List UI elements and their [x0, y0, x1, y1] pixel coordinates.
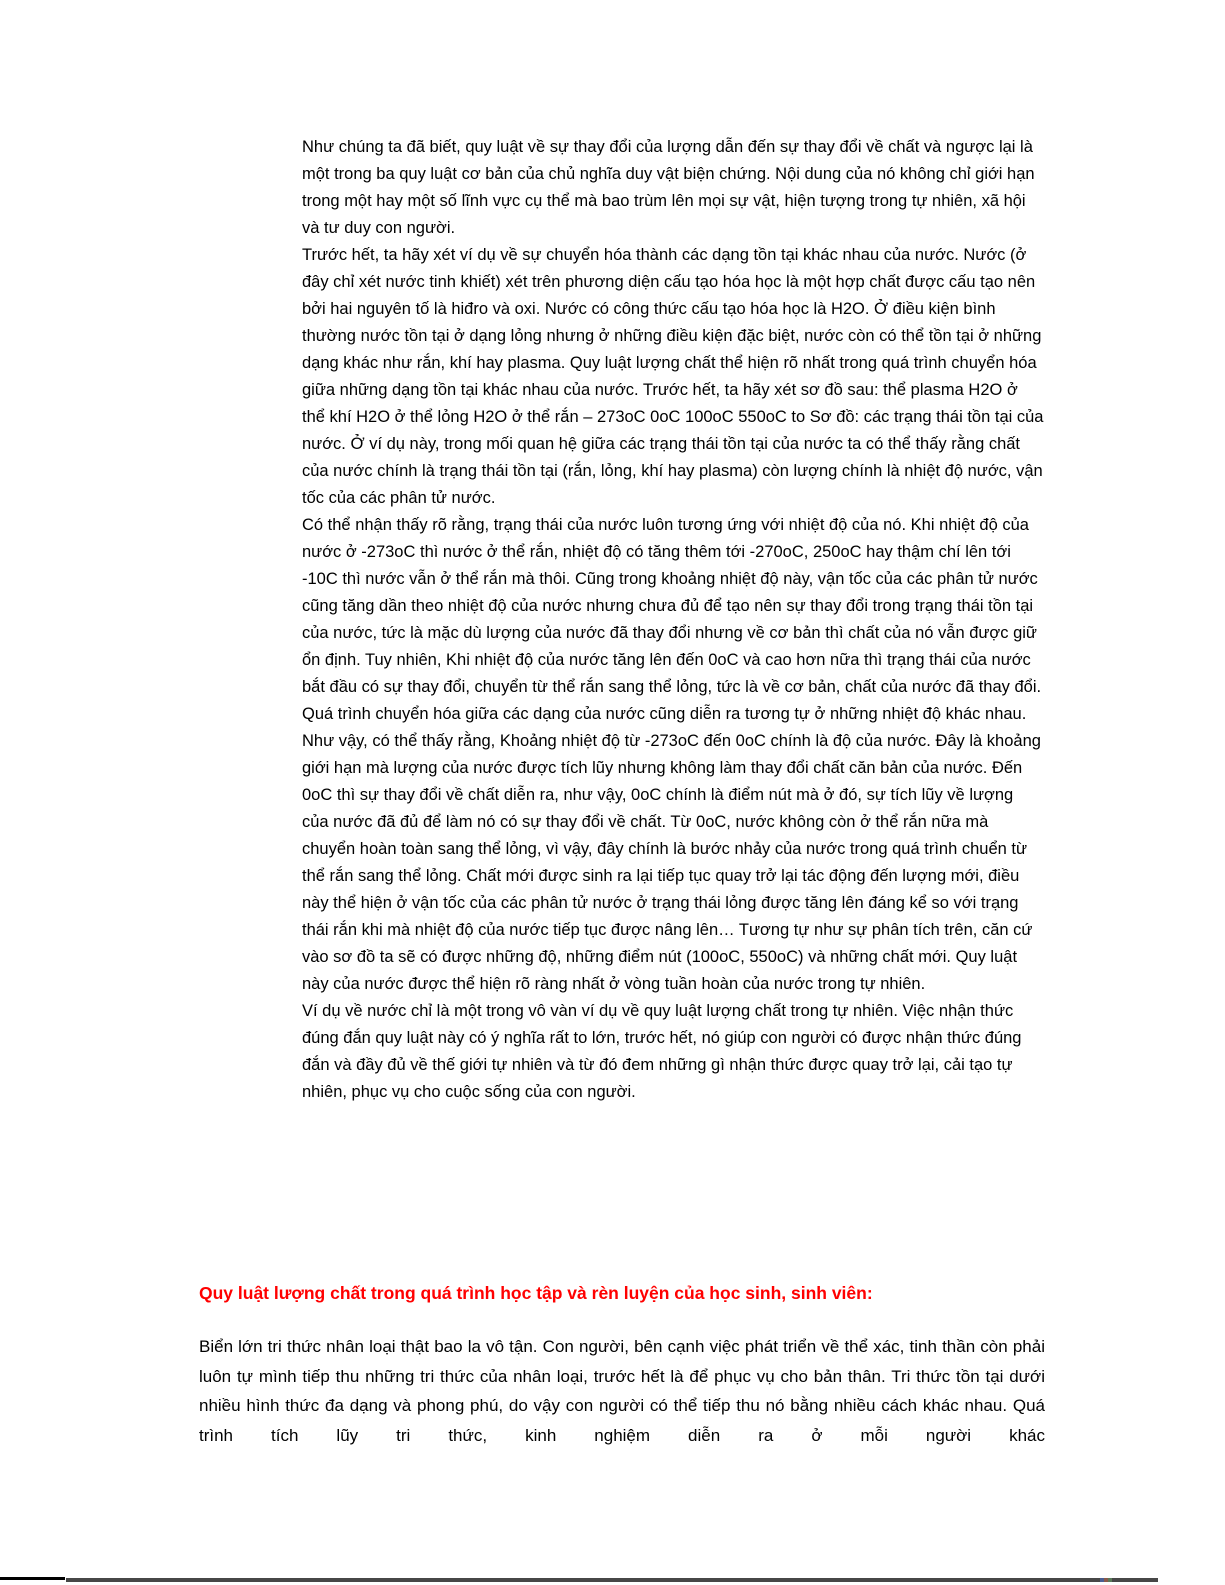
- indented-body-block: [302, 134, 1044, 1106]
- closing-paragraph: Biển lớn tri thức nhân loại thật bao la vô tận. Con người, bên cạnh việc phát triển về thể xác, tinh thần còn phải luôn tự mình tiếp thu những tri thức của nhân loại, trước hết là để phục vụ cho bản thân. Tri thức tồn tại dưới nhiều hình thức đa dạng và phong phú, do vậy con người có thể tiếp thu nó bằng nhiều cách khác nhau. Quá trình tích lũy tri thức, kinh nghiệm diễn ra ở mỗi người khác: [199, 1337, 1045, 1445]
- body-paragraph: Như chúng ta đã biết, quy luật về sự thay đổi của lượng dẫn đến sự thay đổi về chất và ngược lại là một trong ba quy luật cơ bản của chủ nghĩa duy vật biện chứng. Nội dung của nó không chỉ giới hạn trong một hay một số lĩnh vực cụ thể mà bao trùm lên mọi sự vật, hiện tượng trong tự nhiên, xã hội và tư duy con người.: [302, 138, 1035, 237]
- body-paragraph: Trước hết, ta hãy xét ví dụ về sự chuyển hóa thành các dạng tồn tại khác nhau của nước. Nước (ở đây chỉ xét nước tinh khiết) xét trên phương diện cấu tạo hóa học là một hợp chất được cấu tạo nên bởi hai nguyên tố là hiđro và oxi. Nước có công thức cấu tạo hóa học là H2O. Ở điều kiện bình thường nước tồn tại ở dạng lỏng nhưng ở những điều kiện đặc biệt, nước còn có thể tồn tại ở những dạng khác như rắn, khí hay plasma. Quy luật lượng chất thể hiện rõ nhất trong quá trình chuyển hóa giữa những dạng tồn tại khác nhau của nước. Trước hết, ta hãy xét sơ đồ sau: thể plasma H2O ở thể khí H2O ở thể lỏng H2O ở thể rắn – 273oC 0oC 100oC 550oC to Sơ đồ: các trạng thái tồn tại của nước. Ở ví dụ này, trong mối quan hệ giữa các trạng thái tồn tại của nước ta có thể thấy rằng chất của nước chính là trạng thái tồn tại (rắn, lỏng, khí hay plasma) còn lượng chính là nhiệt độ nước, vận tốc của các phân tử nước.: [302, 246, 1044, 507]
- section-heading: Quy luật lượng chất trong quá trình học tập và rèn luyện của học sinh, sinh viên:: [199, 1283, 873, 1303]
- body-paragraph: Ví dụ về nước chỉ là một trong vô vàn ví dụ về quy luật lượng chất trong tự nhiên. Việc nhận thức đúng đắn quy luật này có ý nghĩa rất to lớn, trước hết, nó giúp con người có được nhận thức đúng đắn và đầy đủ về thế giới tự nhiên và từ đó đem những gì nhận thức được quay trở lại, cải tạo tự nhiên, phục vụ cho cuộc sống của con người.: [302, 1002, 1022, 1101]
- bottom-rule-left-segment: [0, 1577, 65, 1580]
- body-paragraph: Có thể nhận thấy rõ rằng, trạng thái của nước luôn tương ứng với nhiệt độ của nó. Khi nhiệt độ của nước ở -273oC thì nước ở thể rắn, nhiệt độ có tăng thêm tới -270oC, 250oC hay thậm chí lên tới -10C thì nước vẫn ở thể rắn mà thôi. Cũng trong khoảng nhiệt độ này, vận tốc của các phân tử nước cũng tăng dần theo nhiệt độ của nước nhưng chưa đủ để tạo nên sự thay đổi trong trạng thái tồn tại của nước, tức là mặc dù lượng của nước đã thay đổi nhưng về cơ bản thì chất của nó vẫn được giữ ổn định. Tuy nhiên, Khi nhiệt độ của nước tăng lên đến 0oC và cao hơn nữa thì trạng thái của nước bắt đầu có sự thay đổi, chuyển từ thể rắn sang thể lỏng, tức là về cơ bản, chất của nước đã thay đổi. Quá trình chuyển hóa giữa các dạng của nước cũng diễn ra tương tự ở những nhiệt độ khác nhau.: [302, 516, 1042, 723]
- bottom-rule: [66, 1578, 1158, 1582]
- cutoff-image-sliver: [1100, 1578, 1112, 1582]
- body-paragraph: Như vậy, có thể thấy rằng, Khoảng nhiệt độ từ -273oC đến 0oC chính là độ của nước. Đây là khoảng giới hạn mà lượng của nước được tích lũy nhưng không làm thay đổi chất căn bản của nước. Đến 0oC thì sự thay đổi về chất diễn ra, như vậy, 0oC chính là điểm nút mà ở đó, sự tích lũy về lượng của nước đã đủ để làm nó có sự thay đổi về chất. Từ 0oC, nước không còn ở thể rắn nữa mà chuyển hoàn toàn sang thể lỏng, vì vậy, đây chính là bước nhảy của nước trong quá trình chuển từ thể rắn sang thể lỏng. Chất mới được sinh ra lại tiếp tục quay trở lại tác động đến lượng mới, điều này thể hiện ở vận tốc của các phân tử nước ở trạng thái lỏng được tăng lên đáng kể so với trạng thái rắn khi mà nhiệt độ của nước tiếp tục được nâng lên… Tương tự như sự phân tích trên, căn cứ vào sơ đồ ta sẽ có được những độ, những điểm nút (100oC, 550oC) và những chất mới. Quy luật này của nước được thể hiện rõ ràng nhất ở vòng tuần hoàn của nước trong tự nhiên.: [302, 732, 1041, 993]
